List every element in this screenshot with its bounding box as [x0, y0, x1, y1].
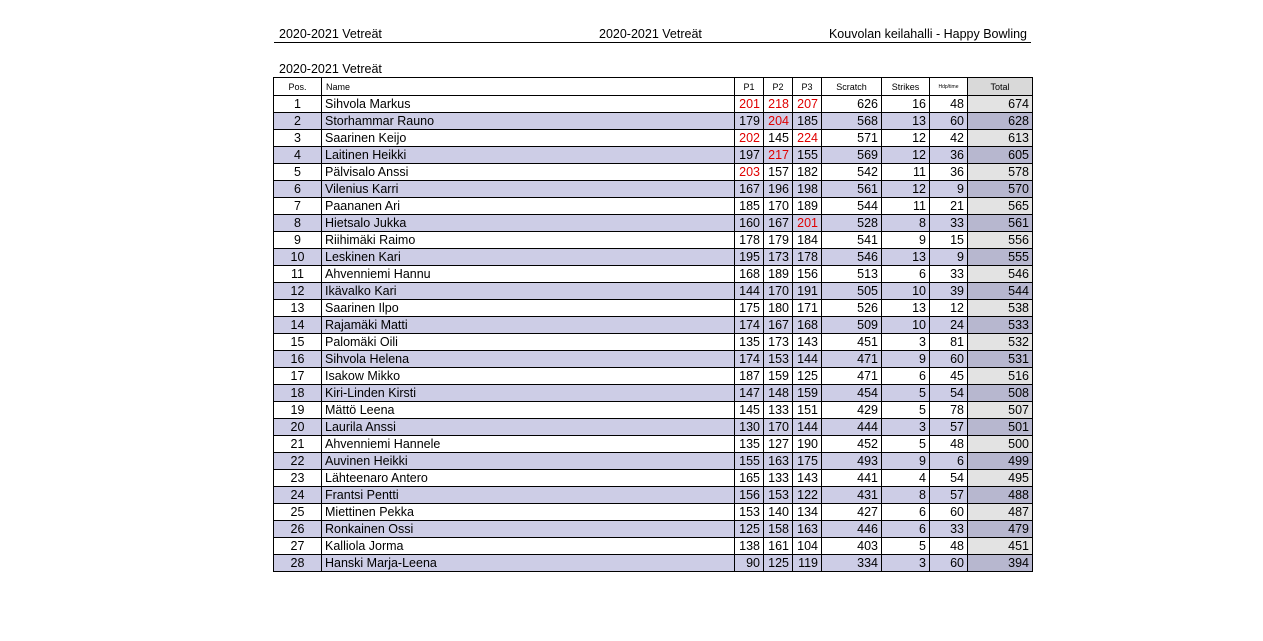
col-header-hdp: Hdp/time	[930, 78, 968, 96]
cell-strikes: 8	[882, 215, 930, 232]
cell-scratch: 471	[822, 368, 882, 385]
cell-name: Laurila Anssi	[322, 419, 735, 436]
cell-p3: 168	[793, 317, 822, 334]
cell-name: Hietsalo Jukka	[322, 215, 735, 232]
header-left-title: 2020-2021 Vetreät	[279, 27, 382, 41]
cell-scratch: 444	[822, 419, 882, 436]
table-row	[274, 402, 1033, 419]
cell-scratch: 561	[822, 181, 882, 198]
cell-name: Ahvenniemi Hannu	[322, 266, 735, 283]
table-row	[274, 504, 1033, 521]
cell-scratch: 626	[822, 96, 882, 113]
cell-total: 578	[968, 164, 1033, 181]
col-header-p2: P2	[764, 78, 793, 96]
cell-p2: 125	[764, 555, 793, 572]
table-row	[274, 470, 1033, 487]
table-row	[274, 96, 1033, 113]
cell-pos: 22	[274, 453, 322, 470]
cell-strikes: 12	[882, 181, 930, 198]
table-row	[274, 538, 1033, 555]
cell-name: Riihimäki Raimo	[322, 232, 735, 249]
cell-p1: 160	[735, 215, 764, 232]
cell-total: 479	[968, 521, 1033, 538]
cell-name: Ikävalko Kari	[322, 283, 735, 300]
cell-scratch: 454	[822, 385, 882, 402]
cell-name: Pälvisalo Anssi	[322, 164, 735, 181]
cell-p3: 151	[793, 402, 822, 419]
cell-p1: 174	[735, 317, 764, 334]
cell-p3: 156	[793, 266, 822, 283]
cell-p2: 170	[764, 283, 793, 300]
cell-p2: 170	[764, 198, 793, 215]
cell-p3: 189	[793, 198, 822, 215]
cell-total: 556	[968, 232, 1033, 249]
cell-p2: 158	[764, 521, 793, 538]
cell-strikes: 13	[882, 300, 930, 317]
cell-scratch: 446	[822, 521, 882, 538]
cell-total: 531	[968, 351, 1033, 368]
cell-name: Saarinen Ilpo	[322, 300, 735, 317]
cell-strikes: 5	[882, 436, 930, 453]
cell-name: Kalliola Jorma	[322, 538, 735, 555]
cell-scratch: 493	[822, 453, 882, 470]
cell-hdp: 54	[930, 470, 968, 487]
cell-scratch: 403	[822, 538, 882, 555]
cell-p2: 180	[764, 300, 793, 317]
cell-strikes: 16	[882, 96, 930, 113]
cell-pos: 5	[274, 164, 322, 181]
cell-scratch: 541	[822, 232, 882, 249]
cell-scratch: 431	[822, 487, 882, 504]
cell-p3: 190	[793, 436, 822, 453]
cell-strikes: 6	[882, 521, 930, 538]
cell-name: Ronkainen Ossi	[322, 521, 735, 538]
cell-name: Auvinen Heikki	[322, 453, 735, 470]
cell-strikes: 5	[882, 538, 930, 555]
cell-p1: 174	[735, 351, 764, 368]
col-header-pos: Pos.	[274, 78, 322, 96]
cell-scratch: 429	[822, 402, 882, 419]
cell-pos: 2	[274, 113, 322, 130]
table-title: 2020-2021 Vetreät	[279, 62, 382, 76]
cell-p2: 127	[764, 436, 793, 453]
col-header-strikes: Strikes	[882, 78, 930, 96]
cell-total: 538	[968, 300, 1033, 317]
cell-pos: 14	[274, 317, 322, 334]
col-header-p3: P3	[793, 78, 822, 96]
page-header	[274, 26, 1031, 43]
cell-scratch: 471	[822, 351, 882, 368]
cell-hdp: 36	[930, 147, 968, 164]
cell-total: 565	[968, 198, 1033, 215]
cell-strikes: 12	[882, 147, 930, 164]
cell-scratch: 571	[822, 130, 882, 147]
cell-total: 500	[968, 436, 1033, 453]
cell-p3: 143	[793, 470, 822, 487]
cell-p3: 104	[793, 538, 822, 555]
table-row	[274, 198, 1033, 215]
cell-hdp: 42	[930, 130, 968, 147]
cell-total: 605	[968, 147, 1033, 164]
cell-p3: 119	[793, 555, 822, 572]
cell-scratch: 526	[822, 300, 882, 317]
cell-p3: 224	[793, 130, 822, 147]
col-header-scratch: Scratch	[822, 78, 882, 96]
cell-p2: 133	[764, 402, 793, 419]
cell-pos: 26	[274, 521, 322, 538]
cell-p2: 196	[764, 181, 793, 198]
col-header-total: Total	[968, 78, 1033, 96]
header-center-title: 2020-2021 Vetreät	[599, 27, 702, 41]
cell-hdp: 60	[930, 555, 968, 572]
cell-p2: 217	[764, 147, 793, 164]
cell-name: Saarinen Keijo	[322, 130, 735, 147]
cell-strikes: 8	[882, 487, 930, 504]
cell-p1: 187	[735, 368, 764, 385]
cell-total: 488	[968, 487, 1033, 504]
col-header-name: Name	[322, 78, 735, 96]
cell-p3: 143	[793, 334, 822, 351]
cell-hdp: 21	[930, 198, 968, 215]
cell-p3: 184	[793, 232, 822, 249]
cell-p1: 195	[735, 249, 764, 266]
cell-pos: 8	[274, 215, 322, 232]
cell-pos: 23	[274, 470, 322, 487]
table-row	[274, 453, 1033, 470]
cell-hdp: 45	[930, 368, 968, 385]
cell-p3: 144	[793, 419, 822, 436]
cell-total: 546	[968, 266, 1033, 283]
cell-p1: 144	[735, 283, 764, 300]
cell-p3: 201	[793, 215, 822, 232]
cell-name: Lähteenaro Antero	[322, 470, 735, 487]
cell-total: 507	[968, 402, 1033, 419]
cell-p1: 138	[735, 538, 764, 555]
cell-scratch: 509	[822, 317, 882, 334]
cell-p1: 145	[735, 402, 764, 419]
cell-hdp: 9	[930, 181, 968, 198]
cell-strikes: 9	[882, 351, 930, 368]
cell-p1: 167	[735, 181, 764, 198]
cell-scratch: 441	[822, 470, 882, 487]
table-row	[274, 232, 1033, 249]
cell-pos: 27	[274, 538, 322, 555]
cell-strikes: 11	[882, 164, 930, 181]
cell-pos: 20	[274, 419, 322, 436]
cell-total: 532	[968, 334, 1033, 351]
cell-total: 499	[968, 453, 1033, 470]
cell-hdp: 39	[930, 283, 968, 300]
cell-name: Mättö Leena	[322, 402, 735, 419]
cell-total: 451	[968, 538, 1033, 555]
cell-pos: 4	[274, 147, 322, 164]
cell-p2: 157	[764, 164, 793, 181]
cell-total: 555	[968, 249, 1033, 266]
cell-p3: 163	[793, 521, 822, 538]
cell-scratch: 542	[822, 164, 882, 181]
cell-scratch: 451	[822, 334, 882, 351]
table-row	[274, 113, 1033, 130]
cell-scratch: 544	[822, 198, 882, 215]
cell-pos: 21	[274, 436, 322, 453]
cell-hdp: 60	[930, 504, 968, 521]
cell-pos: 11	[274, 266, 322, 283]
cell-p3: 198	[793, 181, 822, 198]
table-row	[274, 317, 1033, 334]
cell-strikes: 3	[882, 555, 930, 572]
cell-p2: 179	[764, 232, 793, 249]
cell-total: 533	[968, 317, 1033, 334]
cell-name: Sihvola Helena	[322, 351, 735, 368]
cell-strikes: 6	[882, 368, 930, 385]
cell-scratch: 569	[822, 147, 882, 164]
cell-hdp: 33	[930, 266, 968, 283]
cell-hdp: 81	[930, 334, 968, 351]
cell-scratch: 427	[822, 504, 882, 521]
cell-name: Palomäki Oili	[322, 334, 735, 351]
table-row	[274, 419, 1033, 436]
cell-scratch: 546	[822, 249, 882, 266]
cell-p3: 134	[793, 504, 822, 521]
cell-hdp: 57	[930, 487, 968, 504]
cell-strikes: 3	[882, 419, 930, 436]
cell-name: Paananen Ari	[322, 198, 735, 215]
cell-name: Leskinen Kari	[322, 249, 735, 266]
cell-name: Rajamäki Matti	[322, 317, 735, 334]
header-row	[274, 78, 1033, 96]
cell-total: 501	[968, 419, 1033, 436]
cell-p1: 178	[735, 232, 764, 249]
cell-p1: 201	[735, 96, 764, 113]
header-venue: Kouvolan keilahalli - Happy Bowling	[828, 27, 1027, 41]
cell-p1: 165	[735, 470, 764, 487]
cell-strikes: 10	[882, 283, 930, 300]
cell-p2: 189	[764, 266, 793, 283]
cell-p2: 161	[764, 538, 793, 555]
cell-scratch: 334	[822, 555, 882, 572]
cell-pos: 17	[274, 368, 322, 385]
cell-p3: 125	[793, 368, 822, 385]
cell-p2: 170	[764, 419, 793, 436]
table-row	[274, 368, 1033, 385]
cell-name: Kiri-Linden Kirsti	[322, 385, 735, 402]
table-row	[274, 334, 1033, 351]
table-row	[274, 283, 1033, 300]
cell-total: 495	[968, 470, 1033, 487]
cell-p2: 159	[764, 368, 793, 385]
cell-hdp: 36	[930, 164, 968, 181]
cell-hdp: 48	[930, 436, 968, 453]
cell-p2: 167	[764, 215, 793, 232]
cell-p2: 173	[764, 249, 793, 266]
cell-p3: 175	[793, 453, 822, 470]
cell-strikes: 6	[882, 504, 930, 521]
cell-p1: 203	[735, 164, 764, 181]
cell-scratch: 505	[822, 283, 882, 300]
cell-p2: 153	[764, 487, 793, 504]
cell-total: 394	[968, 555, 1033, 572]
cell-hdp: 60	[930, 351, 968, 368]
cell-pos: 24	[274, 487, 322, 504]
cell-pos: 7	[274, 198, 322, 215]
cell-p2: 218	[764, 96, 793, 113]
cell-hdp: 33	[930, 215, 968, 232]
cell-strikes: 6	[882, 266, 930, 283]
cell-name: Ahvenniemi Hannele	[322, 436, 735, 453]
results-body	[274, 96, 1033, 572]
table-row	[274, 181, 1033, 198]
cell-pos: 28	[274, 555, 322, 572]
cell-scratch: 528	[822, 215, 882, 232]
cell-pos: 10	[274, 249, 322, 266]
cell-p1: 175	[735, 300, 764, 317]
cell-name: Miettinen Pekka	[322, 504, 735, 521]
table-row	[274, 521, 1033, 538]
table-row	[274, 164, 1033, 181]
cell-total: 628	[968, 113, 1033, 130]
cell-p3: 144	[793, 351, 822, 368]
cell-hdp: 48	[930, 96, 968, 113]
cell-strikes: 13	[882, 113, 930, 130]
cell-scratch: 513	[822, 266, 882, 283]
cell-p2: 140	[764, 504, 793, 521]
cell-p1: 197	[735, 147, 764, 164]
cell-p1: 135	[735, 334, 764, 351]
cell-strikes: 9	[882, 232, 930, 249]
cell-strikes: 5	[882, 402, 930, 419]
cell-hdp: 57	[930, 419, 968, 436]
cell-p2: 173	[764, 334, 793, 351]
cell-hdp: 15	[930, 232, 968, 249]
table-row	[274, 487, 1033, 504]
cell-name: Storhammar Rauno	[322, 113, 735, 130]
cell-total: 487	[968, 504, 1033, 521]
results-table	[273, 77, 1033, 572]
cell-total: 570	[968, 181, 1033, 198]
table-row	[274, 130, 1033, 147]
cell-hdp: 60	[930, 113, 968, 130]
cell-p1: 156	[735, 487, 764, 504]
cell-name: Frantsi Pentti	[322, 487, 735, 504]
cell-total: 674	[968, 96, 1033, 113]
table-row	[274, 215, 1033, 232]
cell-pos: 19	[274, 402, 322, 419]
cell-p2: 145	[764, 130, 793, 147]
cell-p3: 182	[793, 164, 822, 181]
cell-name: Vilenius Karri	[322, 181, 735, 198]
cell-name: Isakow Mikko	[322, 368, 735, 385]
cell-p1: 135	[735, 436, 764, 453]
cell-p1: 155	[735, 453, 764, 470]
cell-pos: 13	[274, 300, 322, 317]
cell-strikes: 4	[882, 470, 930, 487]
cell-pos: 25	[274, 504, 322, 521]
cell-p1: 90	[735, 555, 764, 572]
cell-p3: 122	[793, 487, 822, 504]
cell-pos: 16	[274, 351, 322, 368]
table-row	[274, 300, 1033, 317]
cell-strikes: 9	[882, 453, 930, 470]
cell-pos: 18	[274, 385, 322, 402]
cell-p3: 191	[793, 283, 822, 300]
cell-p2: 167	[764, 317, 793, 334]
cell-hdp: 33	[930, 521, 968, 538]
table-row	[274, 249, 1033, 266]
cell-p3: 207	[793, 96, 822, 113]
cell-p3: 171	[793, 300, 822, 317]
cell-scratch: 452	[822, 436, 882, 453]
cell-p1: 125	[735, 521, 764, 538]
table-row	[274, 147, 1033, 164]
cell-p2: 204	[764, 113, 793, 130]
cell-name: Sihvola Markus	[322, 96, 735, 113]
cell-hdp: 54	[930, 385, 968, 402]
cell-total: 561	[968, 215, 1033, 232]
cell-pos: 1	[274, 96, 322, 113]
cell-total: 544	[968, 283, 1033, 300]
cell-scratch: 568	[822, 113, 882, 130]
cell-p2: 148	[764, 385, 793, 402]
cell-p1: 179	[735, 113, 764, 130]
cell-strikes: 11	[882, 198, 930, 215]
cell-hdp: 24	[930, 317, 968, 334]
col-header-p1: P1	[735, 78, 764, 96]
cell-p2: 153	[764, 351, 793, 368]
cell-total: 613	[968, 130, 1033, 147]
cell-pos: 9	[274, 232, 322, 249]
table-row	[274, 436, 1033, 453]
cell-p3: 155	[793, 147, 822, 164]
cell-pos: 15	[274, 334, 322, 351]
cell-hdp: 9	[930, 249, 968, 266]
cell-p1: 130	[735, 419, 764, 436]
cell-pos: 6	[274, 181, 322, 198]
cell-total: 516	[968, 368, 1033, 385]
cell-p1: 185	[735, 198, 764, 215]
cell-strikes: 10	[882, 317, 930, 334]
cell-total: 508	[968, 385, 1033, 402]
cell-hdp: 6	[930, 453, 968, 470]
cell-p1: 168	[735, 266, 764, 283]
cell-hdp: 78	[930, 402, 968, 419]
cell-strikes: 5	[882, 385, 930, 402]
cell-p1: 147	[735, 385, 764, 402]
cell-pos: 3	[274, 130, 322, 147]
cell-strikes: 13	[882, 249, 930, 266]
cell-name: Laitinen Heikki	[322, 147, 735, 164]
table-row	[274, 385, 1033, 402]
cell-p2: 133	[764, 470, 793, 487]
cell-pos: 12	[274, 283, 322, 300]
table-row	[274, 555, 1033, 572]
cell-strikes: 3	[882, 334, 930, 351]
cell-hdp: 12	[930, 300, 968, 317]
cell-p1: 153	[735, 504, 764, 521]
table-row	[274, 266, 1033, 283]
cell-p3: 185	[793, 113, 822, 130]
cell-p1: 202	[735, 130, 764, 147]
cell-strikes: 12	[882, 130, 930, 147]
cell-p2: 163	[764, 453, 793, 470]
table-row	[274, 351, 1033, 368]
cell-p3: 178	[793, 249, 822, 266]
cell-hdp: 48	[930, 538, 968, 555]
cell-p3: 159	[793, 385, 822, 402]
cell-name: Hanski Marja-Leena	[322, 555, 735, 572]
